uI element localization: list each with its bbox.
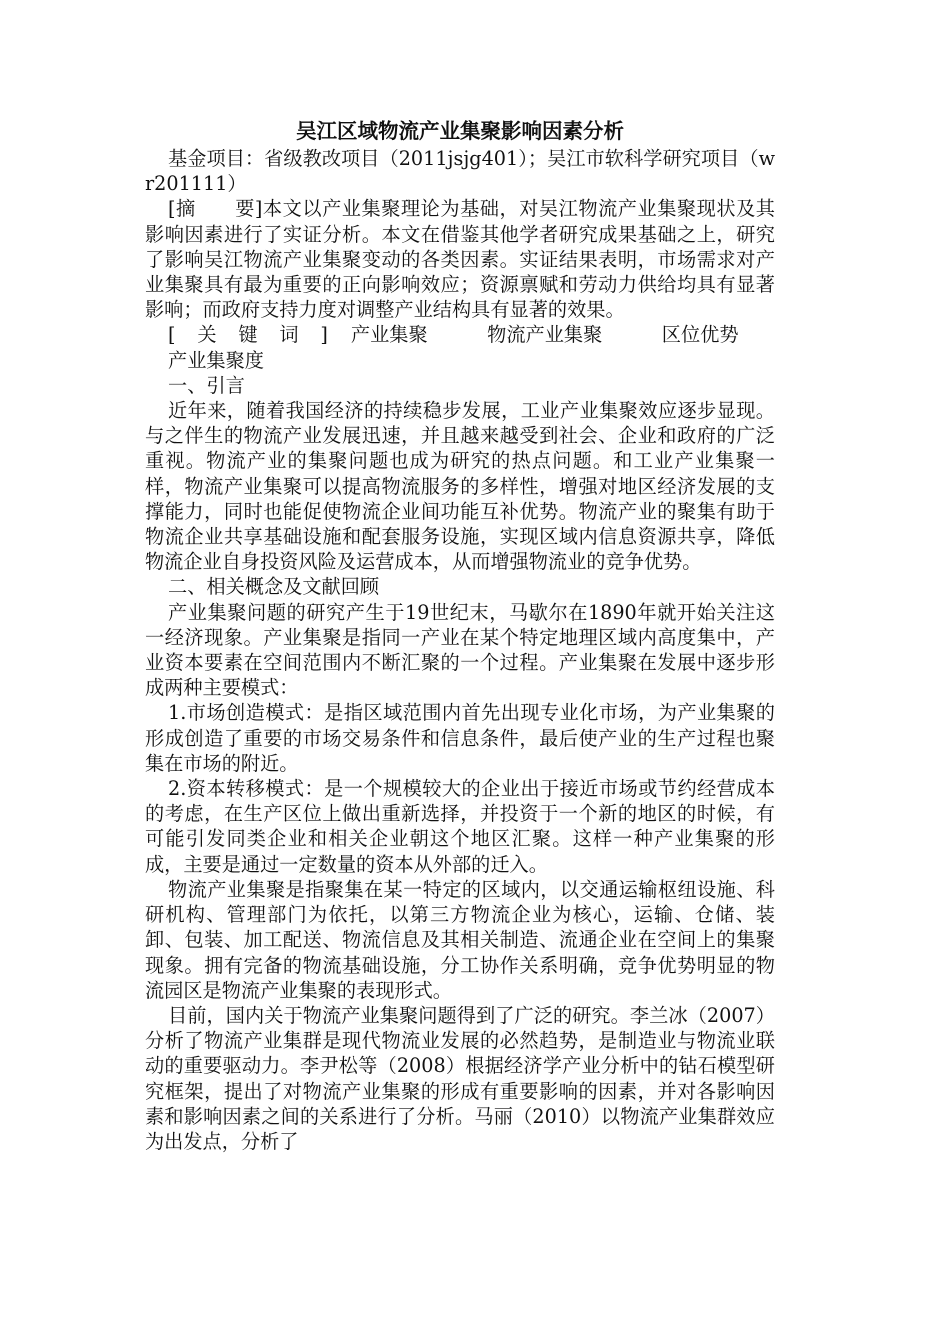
keywords-label: [关键词] [168,323,328,347]
body-paragraph: 近年来，随着我国经济的持续稳步发展，工业产业集聚效应逐步显现。与之伴生的物流产业发展迅速，并且越来越受到社会、企业和政府的广泛重视。物流产业的集聚问题也成为研究的热点问题。和工业产业集聚一样，物流产业集聚可以提高物流服务的多样性，增强对地区经济发展的支撑能力，同时也能促使物流企业间功能互补优势。物流产业的聚集有助于物流企业共享基础设施和配套服务设施，实现区域内信息资源共享，降低物流企业自身投资风险及运营成本，从而增强物流业的竞争优势。 [145,399,775,574]
keyword: 产业集聚 [350,323,428,347]
paper-title: 吴江区域物流产业集聚影响因素分析 [296,119,624,143]
keyword: 产业集聚度 [168,348,264,372]
list-item-mode-1: 1.市场创造模式：是指区域范围内首先出现专业化市场，为产业集聚的形成创造了重要的市场交易条件和信息条件，最后使产业的生产过程也聚集在市场的附近。 [145,701,775,775]
keyword: 物流产业集聚 [487,323,603,347]
keyword: 区位优势 [661,323,739,347]
section-heading: 二、相关概念及文献回顾 [168,575,380,599]
section-heading: 一、引言 [168,373,245,397]
abstract: [摘 要]本文以产业集聚理论为基础，对吴江物流产业集聚现状及其影响因素进行了实证分析。本文在借鉴其他学者研究成果基础之上，研究了影响吴江物流产业集聚变动的各类因素。实证结果表明，市场需求对产业集聚具有最为重要的正向影响效应；资源禀赋和劳动力供给均具有显著影响；而政府支持力度对调整产业结构具有显著的效果。 [145,197,775,322]
list-item-mode-2: 2.资本转移模式：是一个规模较大的企业出于接近市场或节约经营成本的考虑，在生产区位上做出重新选择，并投资于一个新的地区的时候，有可能引发同类企业和相关企业朝这个地区汇聚。这样一种产业集聚的形成，主要是通过一定数量的资本从外部的迁入。 [145,777,775,876]
document-page [145,118,775,1154]
keywords-line [145,322,775,372]
body-paragraph: 产业集聚问题的研究产生于19世纪末，马歇尔在1890年就开始关注这一经济现象。产业集聚是指同一产业在某个特定地理区域内高度集中，产业资本要素在空间范围内不断汇聚的一个过程。产业集聚在发展中逐步形成两种主要模式： [145,600,775,700]
body-paragraph: 目前，国内关于物流产业集聚问题得到了广泛的研究。李兰冰（2007）分析了物流产业集群是现代物流业发展的必然趋势，是制造业与物流业联动的重要驱动力。李尹松等（2008）根据经济学产业分析中的钻石模型研究框架，提出了对物流产业集聚的形成有重要影响的因素，并对各影响因素和影响因素之间的关系进行了分析。马丽（2010）以物流产业集群效应为出发点，分析了 [145,1003,775,1153]
body-paragraph: 物流产业集聚是指聚集在某一特定的区域内，以交通运输枢纽设施、科研机构、管理部门为依托，以第三方物流企业为核心，运输、仓储、装卸、包装、加工配送、物流信息及其相关制造、流通企业在空间上的集聚现象。拥有完备的物流基础设施，分工协作关系明确，竞争优势明显的物流园区是物流产业集聚的表现形式。 [145,877,775,1002]
fund-note: 基金项目：省级教改项目（2011jsjg401）；吴江市软科学研究项目（wr201111） [145,147,775,196]
